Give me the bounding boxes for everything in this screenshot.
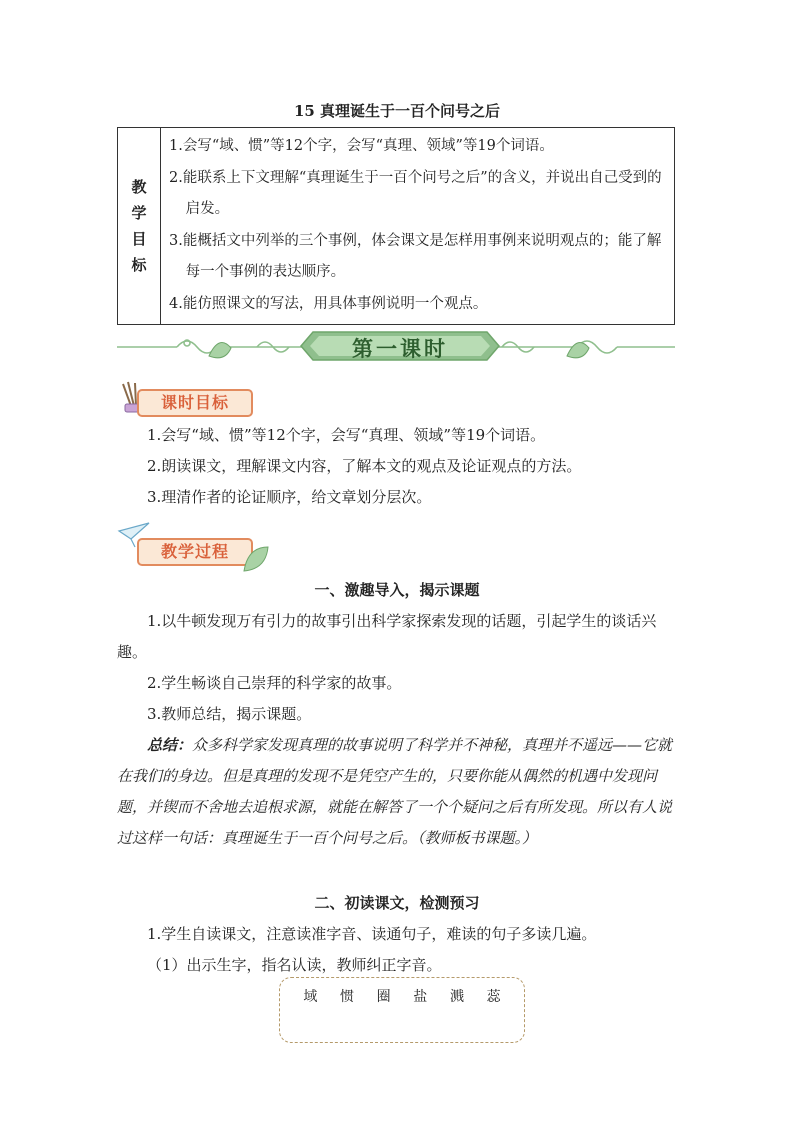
goal-item: 1.会写“域、惯”等12个字，会写“真理、领域”等19个词语。	[169, 138, 554, 154]
new-character: 盐	[413, 989, 428, 1005]
list-item: 1.会写“域、惯”等12个字，会写“真理、领域”等19个词语。	[147, 426, 546, 444]
goals-header-char: 教	[131, 178, 147, 196]
goals-header-char: 学	[131, 204, 147, 222]
teaching-goals-table	[117, 127, 675, 325]
part2-section	[117, 888, 677, 981]
page-title: 15 真理诞生于一百个问号之后	[293, 102, 501, 120]
list-item: （1）出示生字，指名认读，教师纠正字音。	[147, 956, 442, 974]
goal-item: 3.能概括文中列举的三个事例，体会课文是怎样用事例来说明观点的；能了解每一个事例的表达顺序。	[169, 232, 662, 280]
badge-label: 课时目标	[137, 389, 253, 417]
part2-heading: 二、初读课文，检测预习	[314, 894, 480, 912]
part1-section	[117, 575, 677, 854]
goals-header-char: 标	[131, 256, 147, 274]
goals-body	[161, 128, 675, 325]
goal-item: 4.能仿照课文的写法，用具体事例说明一个观点。	[169, 295, 488, 312]
badge-label: 教学过程	[137, 538, 253, 566]
new-character: 惯	[339, 989, 354, 1005]
new-character: 蕊	[486, 989, 501, 1005]
lesson-banner	[117, 326, 675, 366]
list-item: 3.教师总结，揭示课题。	[147, 705, 312, 723]
new-characters-box	[279, 977, 525, 1043]
list-item: 1.以牛顿发现万有引力的故事引出科学家探索发现的话题，引起学生的谈话兴趣。	[117, 612, 657, 661]
section-badge-lesson-goals	[117, 386, 267, 416]
list-item: 1.学生自读课文，注意读准字音、读通句子，难读的句子多读几遍。	[147, 925, 597, 943]
summary-paragraph	[117, 730, 677, 854]
new-character: 圈	[376, 989, 391, 1005]
list-item: 2.学生畅谈自己崇拜的科学家的故事。	[147, 674, 402, 692]
new-character: 溅	[449, 989, 464, 1005]
summary-label: 总结：	[147, 736, 193, 754]
summary-text: 众多科学家发现真理的故事说明了科学并不神秘，真理并不遥远——它就在我们的身边。但是真理的发现不是凭空产生的，只要你能从偶然的机遇中发现问题，并锲而不舍地去追根求源，就能在解答了一个个疑问之后有所发现。所以有人说过这样一句话：真理诞生于一百个问号之后。（教师板书课题。）	[117, 736, 673, 847]
list-item: 3.理清作者的论证顺序，给文章划分层次。	[147, 488, 432, 506]
goals-header	[118, 128, 161, 325]
list-item: 2.朗读课文，理解课文内容，了解本文的观点及论证观点的方法。	[147, 457, 582, 475]
part1-heading: 一、激趣导入，揭示课题	[314, 581, 480, 599]
goal-item: 2.能联系上下文理解“真理诞生于一百个问号之后”的含义，并说出自己受到的启发。	[169, 169, 662, 217]
new-character: 域	[303, 989, 318, 1005]
section-badge-teaching-process	[117, 535, 267, 565]
lesson-goals-list	[117, 420, 677, 513]
banner-title: 第一课时	[352, 336, 448, 361]
goals-header-char: 目	[131, 230, 147, 248]
leaf-icon	[242, 543, 270, 573]
